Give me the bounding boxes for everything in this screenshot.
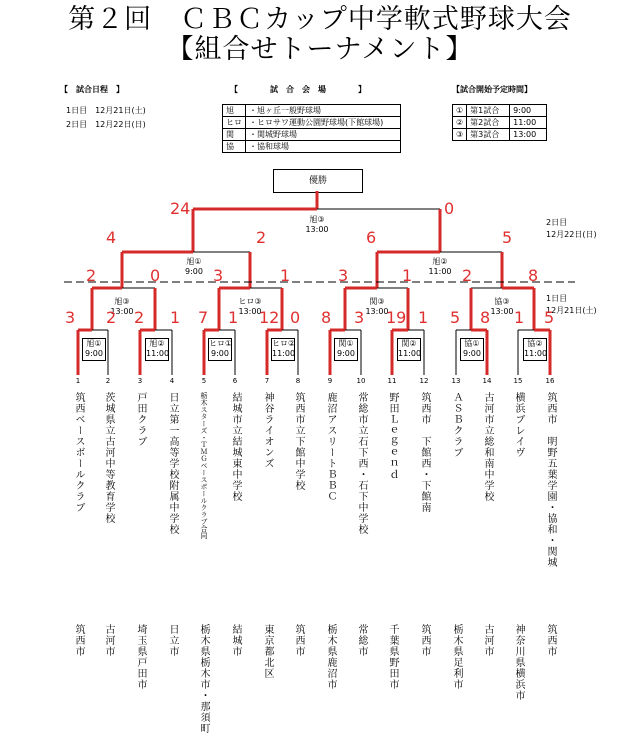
game-box-r3 bbox=[208, 338, 232, 361]
team-name: 筑西市立下館中学校 bbox=[293, 392, 304, 491]
champion-box: 優勝 bbox=[273, 169, 363, 193]
page-subtitle: 【組合せトーナメント】 bbox=[166, 34, 474, 65]
team-name: 古河市立総和南中学校 bbox=[482, 392, 493, 502]
score: 5 bbox=[544, 308, 555, 327]
score: 5 bbox=[502, 228, 513, 247]
venue-cell: ・関城野球場 bbox=[246, 129, 401, 141]
team-area: 神奈川県横浜市 bbox=[513, 624, 524, 701]
day2-date: 12月22日(日) bbox=[546, 230, 597, 239]
team-number: 13 bbox=[451, 377, 461, 385]
game-time: 9:00 bbox=[185, 267, 203, 276]
game-box-r8 bbox=[523, 338, 547, 361]
time-cell: 第1試合 bbox=[467, 105, 510, 117]
venue-cell: 関 bbox=[223, 129, 246, 141]
team-name: 戸田クラブ bbox=[135, 392, 146, 447]
game-time: 11:00 bbox=[146, 349, 170, 358]
game-venue: 旭③ bbox=[114, 297, 130, 306]
game-time: 9:00 bbox=[337, 349, 355, 358]
game-box-r6 bbox=[397, 338, 421, 361]
venue-cell: ・旭ヶ丘一般野球場 bbox=[246, 105, 401, 117]
team-name: 日立第一高等学校附属中学校 bbox=[167, 392, 178, 535]
team-area: 東京都北区 bbox=[262, 624, 273, 679]
score: 6 bbox=[366, 228, 377, 247]
game-venue: 関② bbox=[401, 339, 417, 348]
team-number: 7 bbox=[264, 377, 270, 385]
venue-cell: 旭 bbox=[223, 105, 246, 117]
game-time: 9:00 bbox=[211, 349, 229, 358]
team-area: 千葉県野田市 bbox=[387, 624, 398, 690]
score: 7 bbox=[198, 308, 209, 327]
game-venue: 協② bbox=[527, 339, 543, 348]
game-venue: 関① bbox=[338, 339, 354, 348]
game-time: 9:00 bbox=[85, 349, 103, 358]
team-number: 11 bbox=[387, 377, 397, 385]
score: 24 bbox=[170, 199, 191, 218]
game-box-r4 bbox=[271, 338, 295, 361]
venue-cell: 協 bbox=[223, 141, 246, 153]
team-number: 8 bbox=[295, 377, 301, 385]
team-number: 10 bbox=[356, 377, 366, 385]
team-number: 9 bbox=[327, 377, 333, 385]
game-venue: 旭① bbox=[86, 339, 102, 348]
score: 4 bbox=[106, 228, 117, 247]
time-cell: 第2試合 bbox=[467, 117, 510, 129]
score: 8 bbox=[480, 308, 491, 327]
score: 19 bbox=[386, 308, 407, 327]
score: 12 bbox=[259, 308, 280, 327]
time-cell: 13:00 bbox=[510, 129, 547, 141]
game-venue: 協① bbox=[464, 339, 480, 348]
score: 2 bbox=[106, 308, 117, 327]
venue-cell: ヒロ bbox=[223, 117, 246, 129]
score: 3 bbox=[354, 308, 365, 327]
team-number: 2 bbox=[105, 377, 111, 385]
score: 0 bbox=[290, 308, 301, 327]
score: 1 bbox=[418, 308, 429, 327]
time-cell: 9:00 bbox=[510, 105, 547, 117]
score: 0 bbox=[444, 199, 455, 218]
score: 8 bbox=[321, 308, 332, 327]
schedule-header: 【 試合日程 】 bbox=[60, 85, 124, 94]
game-venue: ヒロ③ bbox=[238, 297, 262, 306]
team-area: 筑西市 bbox=[419, 624, 430, 657]
game-venue: 旭① bbox=[186, 257, 202, 266]
team-number: 3 bbox=[137, 377, 143, 385]
game-venue: ヒロ① bbox=[209, 339, 233, 348]
team-area: 古河市 bbox=[482, 624, 493, 657]
team-number: 16 bbox=[545, 377, 555, 385]
game-time: 9:00 bbox=[463, 349, 481, 358]
game-venue: 旭② bbox=[149, 339, 165, 348]
team-area: 日立市 bbox=[167, 624, 178, 657]
game-label-semi-left bbox=[180, 257, 208, 277]
day1-date: 12月21日(土) bbox=[546, 306, 597, 315]
game-box-r2 bbox=[145, 338, 169, 361]
team-number: 14 bbox=[482, 377, 492, 385]
team-area: 栃木県栃木市・那須町 bbox=[198, 624, 209, 734]
time-cell: ③ bbox=[453, 129, 467, 141]
schedule-day2: 2日目 12月22日(日) bbox=[66, 120, 146, 129]
team-name: 茨城県立古河中等教育学校 bbox=[103, 392, 114, 524]
game-time: 13:00 bbox=[305, 225, 329, 234]
game-time: 13:00 bbox=[365, 307, 389, 316]
game-label-semi-right bbox=[426, 257, 454, 277]
score: 1 bbox=[170, 308, 181, 327]
score: 1 bbox=[280, 266, 291, 285]
team-name: 神谷ライオンズ bbox=[262, 392, 273, 469]
team-number: 5 bbox=[201, 377, 207, 385]
game-venue: 協③ bbox=[494, 297, 510, 306]
team-name: 常総市立石下西・石下中学校 bbox=[356, 392, 367, 535]
team-area: 結城市 bbox=[230, 624, 241, 657]
time-cell: ② bbox=[453, 117, 467, 129]
team-area: 筑西市 bbox=[73, 624, 84, 657]
time-cell: 11:00 bbox=[510, 117, 547, 129]
time-cell: ① bbox=[453, 105, 467, 117]
score: 3 bbox=[338, 266, 349, 285]
day2-label: 2日目 bbox=[546, 218, 568, 227]
score: 2 bbox=[462, 266, 473, 285]
score: 3 bbox=[65, 308, 76, 327]
team-number: 1 bbox=[75, 377, 81, 385]
day1-label: 1日目 bbox=[546, 294, 568, 303]
game-time: 13:00 bbox=[238, 307, 262, 316]
team-name: ＡＳＢクラブ bbox=[451, 392, 462, 458]
team-number: 12 bbox=[419, 377, 429, 385]
team-area: 常総市 bbox=[356, 624, 367, 657]
team-area: 埼玉県戸田市 bbox=[135, 624, 146, 690]
game-time: 13:00 bbox=[490, 307, 514, 316]
game-box-r7 bbox=[460, 338, 484, 361]
team-name: 鹿沼アスリートＢＢＣ bbox=[325, 392, 336, 502]
team-area: 栃木県鹿沼市 bbox=[325, 624, 336, 690]
game-time: 11:00 bbox=[428, 267, 452, 276]
team-name: 筑西ベースボールクラブ bbox=[73, 392, 84, 513]
score: 8 bbox=[528, 266, 539, 285]
team-name: 筑西市 下館西・下館南 bbox=[419, 392, 430, 513]
time-cell: 第3試合 bbox=[467, 129, 510, 141]
score: 1 bbox=[514, 308, 525, 327]
score: 2 bbox=[256, 228, 267, 247]
team-area: 筑西市 bbox=[293, 624, 304, 657]
team-name: 栃木スターズ・ＴＭＧベースボールクラブ合同 bbox=[200, 392, 208, 539]
game-time: 11:00 bbox=[524, 349, 548, 358]
team-area: 筑西市 bbox=[545, 624, 556, 657]
team-name: 野田Ｌｅｇｅｎｄ bbox=[387, 392, 398, 480]
team-area: 古河市 bbox=[103, 624, 114, 657]
page-title: 第２回 ＣＢＣカップ中学軟式野球大会 bbox=[68, 4, 572, 35]
team-number: 4 bbox=[169, 377, 175, 385]
game-venue: ヒロ② bbox=[272, 339, 296, 348]
game-venue: 旭③ bbox=[309, 215, 325, 224]
game-label-q4 bbox=[487, 297, 517, 317]
game-label-final bbox=[303, 215, 331, 235]
score: 2 bbox=[134, 308, 145, 327]
score: 0 bbox=[150, 266, 161, 285]
venue-cell: ・協和球場 bbox=[246, 141, 401, 153]
score: 3 bbox=[213, 266, 224, 285]
game-time: 11:00 bbox=[272, 349, 296, 358]
score: 2 bbox=[86, 266, 97, 285]
team-number: 6 bbox=[232, 377, 238, 385]
score: 1 bbox=[228, 308, 239, 327]
venue-header: 【 試 合 会 場 】 bbox=[230, 85, 366, 94]
venue-cell: ・ヒロサワ運動公園野球場(下館球場) bbox=[246, 117, 401, 129]
score: 1 bbox=[402, 266, 413, 285]
team-area: 栃木県足利市 bbox=[451, 624, 462, 690]
schedule-day1: 1日目 12月21日(土) bbox=[66, 106, 146, 115]
game-time: 11:00 bbox=[398, 349, 422, 358]
team-name: 筑西市 明野五葉学園・協和・関城 bbox=[545, 392, 556, 568]
times-header: 【試合開始予定時間】 bbox=[452, 85, 532, 94]
score: 5 bbox=[450, 308, 461, 327]
game-venue: 関③ bbox=[369, 297, 385, 306]
team-name: 結城市立結城東中学校 bbox=[230, 392, 241, 502]
team-name: 横浜ブレイヴ bbox=[513, 392, 524, 458]
team-number: 15 bbox=[513, 377, 523, 385]
game-box-r5 bbox=[334, 338, 358, 361]
game-time: 13:00 bbox=[110, 307, 134, 316]
game-venue: 旭② bbox=[432, 257, 448, 266]
game-box-r1 bbox=[82, 338, 106, 361]
